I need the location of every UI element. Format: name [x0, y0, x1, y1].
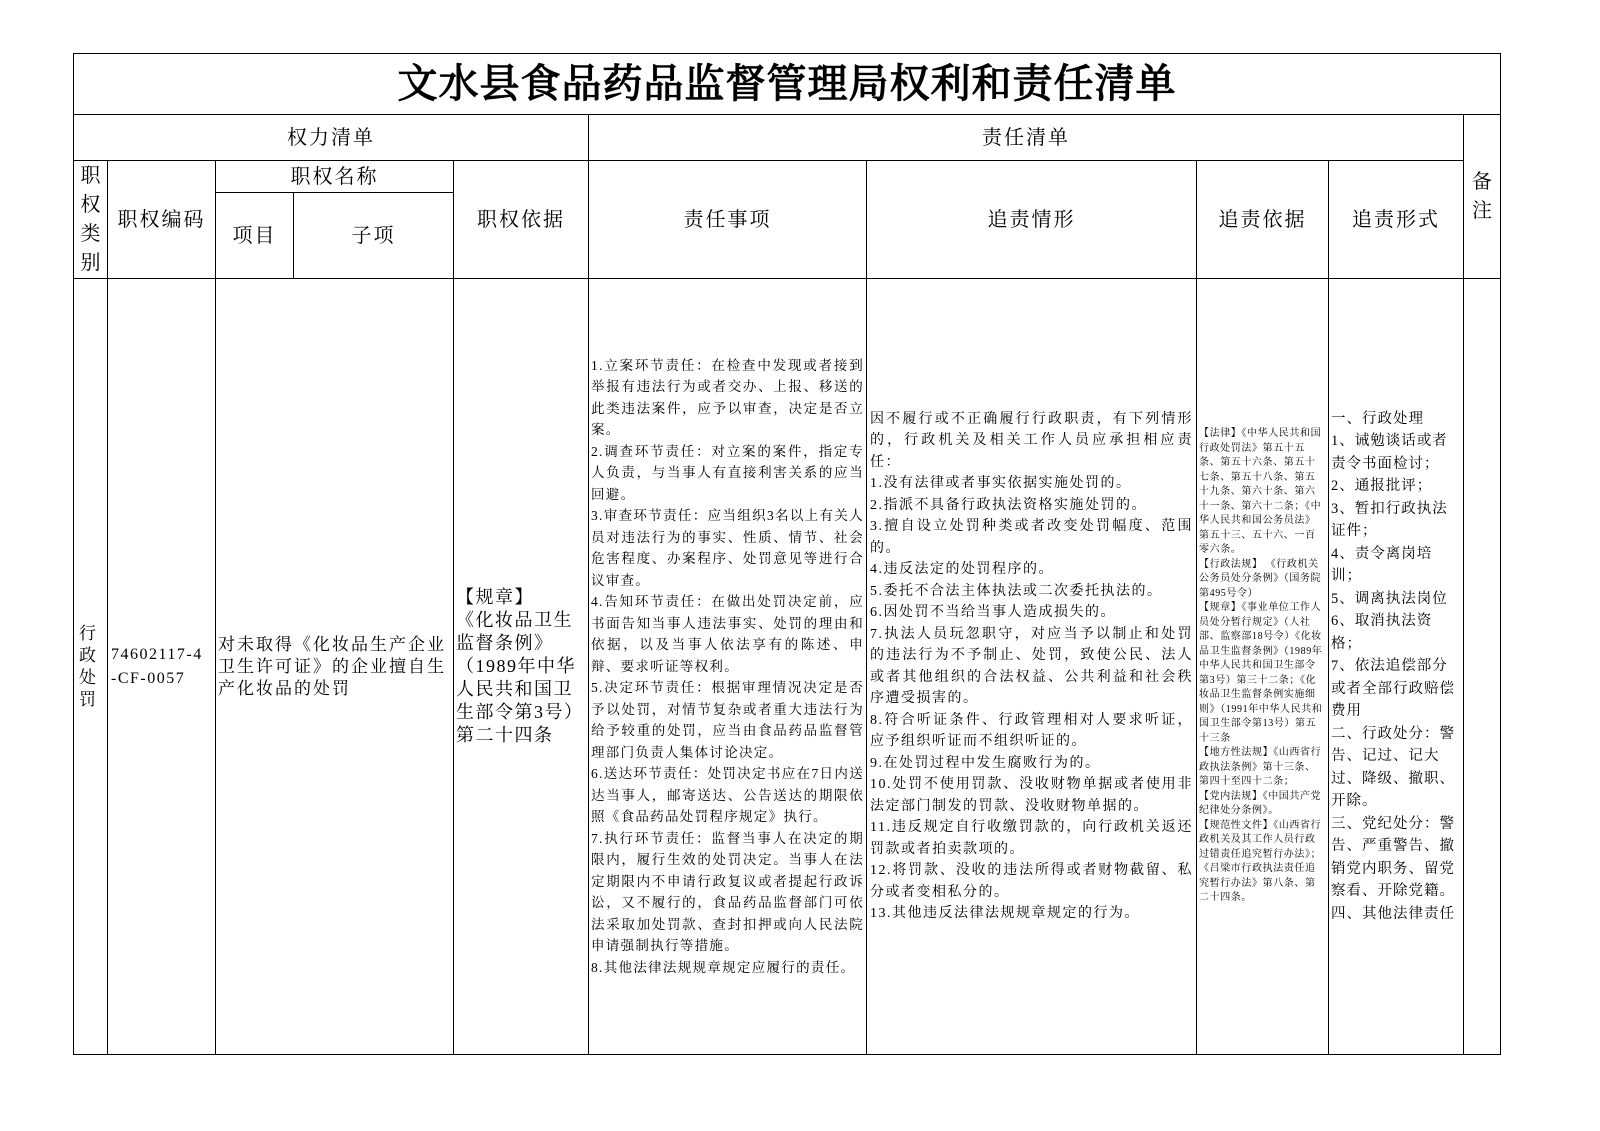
- form-item: 3、暂扣行政执法证件；: [1331, 500, 1448, 540]
- form-item: 1、诫勉谈话或者责令书面检讨；: [1331, 433, 1448, 472]
- basis-entry: 【法律】《中华人民共和国行政处罚法》第五十五条、第五十六条、第五十七条、第五十八条、第五十九条、第六十条、第六十一条、第六十二条；《中华人民共和国公务员法》第五十三、五十六、一百零六条。: [1199, 428, 1322, 556]
- form-item: 2、通报批评；: [1331, 478, 1433, 495]
- case-item: 13.其他违反法律法规规章规定的行为。: [870, 906, 1140, 921]
- form-item: 6、取消执法资格；: [1331, 613, 1433, 652]
- form-item: 一、行政处理: [1331, 410, 1424, 427]
- category-header: 职权类别: [74, 161, 108, 279]
- item-header: 项目: [216, 193, 294, 279]
- basis-cell: [454, 279, 589, 1055]
- duty-item: 5.决定环节责任：根据审理情况决定是否予以处罚，对情节复杂或者重大违法行为给予较重的处罚，应当由食品药品监督管理部门负责人集体讨论决定。: [591, 680, 864, 760]
- basis-entry: 【行政法规】 《行政机关公务员处分条例》（国务院第495号令）: [1199, 558, 1322, 599]
- duty-item: 7.执行环节责任：监督当事人在决定的期限内，履行生效的处罚决定。当事人在法定期限内不申请行政复议或者提起行政诉讼，又不履行的，食品药品监督部门可依法采取加处罚款、查封扣押或向人民法院申请强制执行等措施。: [591, 830, 864, 954]
- basis-entry: 【党内法规】《中国共产党纪律处分条例》。: [1199, 790, 1322, 817]
- remarks-header: 备注: [1464, 115, 1501, 279]
- subitem-header: 子项: [294, 193, 454, 279]
- case-item: 1.没有法律或者事实依据实施处罚的。: [870, 476, 1132, 491]
- basis-text: 《化妆品卫生监督条例》（1989年中华人民共和国卫生部令第3号）第二十四条: [456, 610, 584, 745]
- responsibility-list-header: 责任清单: [589, 115, 1464, 161]
- power-responsibility-table: [73, 53, 1501, 1055]
- remarks-cell: [1464, 279, 1501, 1055]
- case-intro: 因不履行或不正确履行行政职责，有下列情形的，行政机关及相关工作人员应承担相应责任：: [870, 411, 1193, 470]
- case-item: 7.执法人员玩忽职守，对应当予以制止和处罚的违法行为不予制止、处罚，致使公民、法人或者其他组织的合法权益、公共利益和社会秩序遭受损害的。: [870, 626, 1193, 706]
- case-item: 12.将罚款、没收的违法所得或者财物截留、私分或者变相私分的。: [870, 863, 1193, 900]
- form-item: 5、调离执法岗位: [1331, 590, 1448, 607]
- item-cell: 对未取得《化妆品生产企业卫生许可证》的企业擅自生产化妆品的处罚: [216, 279, 454, 1055]
- power-list-header: 权力清单: [74, 115, 589, 161]
- basis-header: 职权依据: [454, 161, 589, 279]
- duty-item: 2.调查环节责任：对立案的案件，指定专人负责，与当事人有直接利害关系的应当回避。: [591, 443, 864, 502]
- basis-type: 【规章】: [456, 587, 534, 607]
- accountability-forms-cell: [1329, 279, 1464, 1055]
- accountability-forms-header: 追责形式: [1329, 161, 1464, 279]
- duty-item: 3.审查环节责任：应当组织3名以上有关人员对违法行为的事实、性质、情节、社会危害程度、办案程序、处罚意见等进行合议审查。: [591, 508, 864, 588]
- basis-entry: 【地方性法规】《山西省行政执法条例》第十三条、第四十至四十二条；: [1199, 747, 1322, 788]
- case-item: 9.在处罚过程中发生腐败行为的。: [870, 755, 1101, 771]
- duty-item: 8.其他法律法规规章规定应履行的责任。: [591, 959, 856, 975]
- accountability-basis-header: 追责依据: [1197, 161, 1329, 279]
- accountability-cases-cell: [867, 279, 1197, 1055]
- duties-cell: [589, 279, 867, 1055]
- basis-entry: 【规章】《事业单位工作人员处分暂行规定》（人社部、监察部18号令）《化妆品卫生监督条例》（1989年中华人民共和国卫生部令第3号）第三十二条；《化妆品卫生监督条例实施细则》（1991年中华人民共和国卫生部令第13号）第五十三条: [1199, 602, 1323, 744]
- case-item: 6.因处罚不当给当事人造成损失的。: [870, 605, 1116, 620]
- duty-item: 4.告知环节责任：在做出处罚决定前，应书面告知当事人违法事实、处罚的理由和依据，以及当事人依法享有的陈述、申辩、要求听证等权利。: [591, 594, 864, 674]
- case-item: 2.指派不具备行政执法资格实施处罚的。: [870, 497, 1147, 513]
- case-item: 3.擅自设立处罚种类或者改变处罚幅度、范围的。: [870, 519, 1193, 556]
- duty-item: 1.立案环节责任：在检查中发现或者接到举报有违法行为或者交办、上报、移送的此类违法案件，应予以审查，决定是否立案。: [591, 357, 864, 438]
- form-item: 三、党纪处分：警告、严重警告、撤销党内职务、留党察看、开除党籍。: [1331, 815, 1455, 900]
- accountability-basis-cell: [1197, 279, 1329, 1055]
- category-cell: 行政处罚: [74, 279, 108, 1055]
- code-cell: 74602117-4-CF-0057: [108, 279, 216, 1055]
- basis-entry: 【规范性文件】《山西省行政机关及其工作人员行政过错责任追究暂行办法》；《吕梁市行政执法责任追究暂行办法》第八条、第二十四条。: [1199, 819, 1322, 904]
- form-item: 7、依法追偿部分或者全部行政赔偿费用: [1331, 658, 1455, 720]
- code-header: 职权编码: [108, 161, 216, 279]
- table-row: [74, 279, 1501, 1055]
- power-name-header: 职权名称: [216, 161, 454, 193]
- document-title: 文水县食品药品监督管理局权利和责任清单: [74, 54, 1501, 115]
- duties-header: 责任事项: [589, 161, 867, 279]
- case-item: 5.委托不合法主体执法或二次委托执法的。: [870, 583, 1163, 599]
- form-item: 四、其他法律责任: [1331, 905, 1455, 922]
- case-item: 4.违反法定的处罚程序的。: [870, 562, 1054, 577]
- case-item: 11.违反规定自行收缴罚款的，向行政机关返还罚款或者拍卖款项的。: [870, 820, 1193, 857]
- case-item: 10.处罚不使用罚款、没收财物单据或者使用非法定部门制发的罚款、没收财物单据的。: [870, 777, 1193, 814]
- accountability-cases-header: 追责情形: [867, 161, 1197, 279]
- form-item: 4、责令离岗培训；: [1331, 545, 1433, 585]
- case-item: 8.符合听证条件、行政管理相对人要求听证，应予组织听证而不组织听证的。: [870, 712, 1193, 749]
- duty-item: 6.送达环节责任：处罚决定书应在7日内送达当事人，邮寄送达、公告送达的期限依照《食品药品处罚程序规定》执行。: [591, 766, 864, 825]
- form-item: 二、行政处分：警告、记过、记大过、降级、撤职、开除。: [1331, 725, 1455, 810]
